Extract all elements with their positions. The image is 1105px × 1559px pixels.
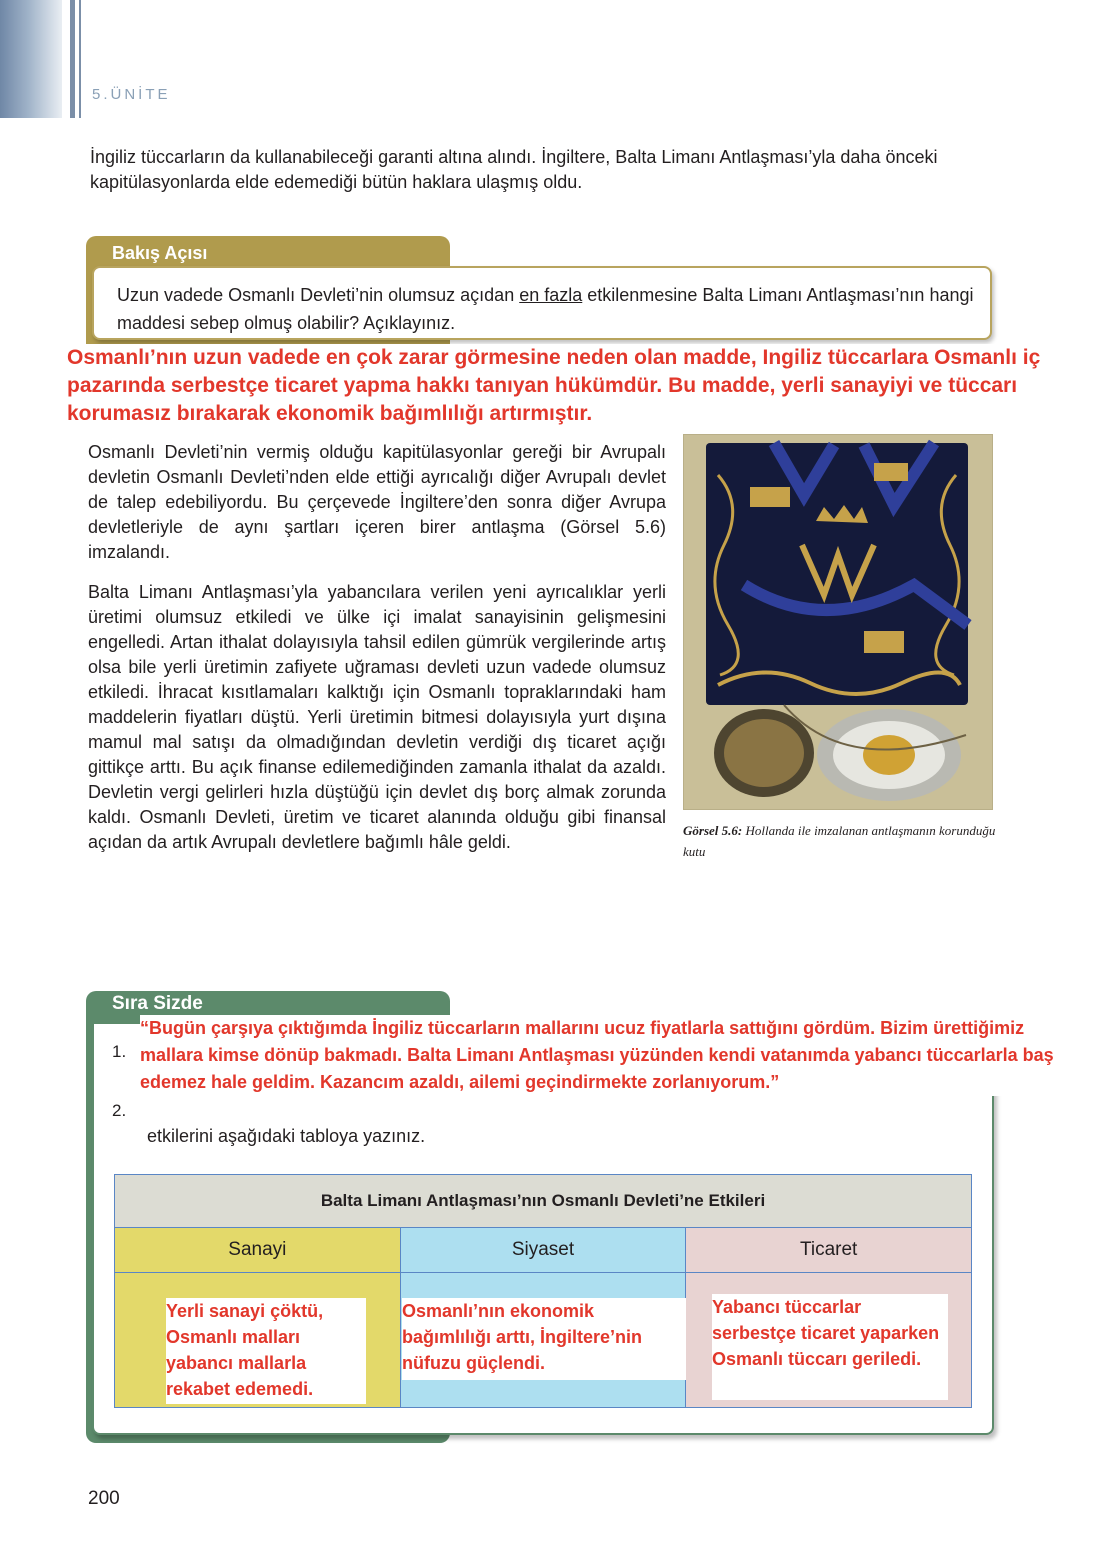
body-paragraph-1: Osmanlı Devleti’nin vermiş olduğu kapitülasyonlar gereği bir Avrupalı devletin Osmanlı Devleti’nden elde ettiği ayrıcalığı diğer Avrupalı devlet de talep edebiliyordu. Bu çerçevede İngiltere’den sonra diğer Avrupa devletleriyle de aynı şartları içeren birer antlaşma (Görsel 5.6) imzalandı. [88, 442, 666, 562]
page-number: 200 [88, 1488, 120, 1509]
question-part-2: etkilenmesine Balta Limanı Antlaşması’nın hangi maddesi sebep olmuş olabilir? Açıklayınız. [117, 285, 974, 333]
figure-caption-text: Hollanda ile imzalanan antlaşmanın korunduğu kutu [683, 823, 996, 859]
answer-ticaret: Yabancı tüccarlar serbestçe ticaret yaparken Osmanlı tüccarı geriledi. [712, 1294, 948, 1400]
effects-table-title: Balta Limanı Antlaşması’nın Osmanlı Devleti’ne Etkileri [115, 1175, 972, 1228]
table-instruction: etkilerini aşağıdaki tabloya yazınız. [147, 1126, 426, 1146]
unit-label: 5.ÜNİTE [92, 86, 171, 103]
sira-sizde-answer: “Bugün çarşıya çıktığımda İngiliz tüccarların mallarını ucuz fiyatlarla sattığını gördüm. Bizim ürettiğimiz mallara kimse dönüp bakmadı. Balta Limanı Antlaşması yüzünden kendi vatanımda yabancı tüccarlarla baş edemez hale geldim. Kazancım azaldı, ailemi geçindirmekte zorlanıyorum.” [140, 1015, 1090, 1096]
answer-siyaset: Osmanlı’nın ekonomik bağımlılığı arttı, İngiltere’nin nüfuzu güçlendi. [402, 1298, 686, 1380]
sira-sizde-title: Sıra Sizde [112, 993, 203, 1014]
intro-paragraph: İngiliz tüccarların da kullanabileceği garanti altına alındı. İngiltere, Balta Limanı Antlaşması’yla daha önceki kapitülasyonlarda elde edemediği bütün haklara ulaşmış oldu. [90, 147, 938, 192]
question-number-1: 1. [112, 1042, 127, 1061]
figure-caption-label: Görsel 5.6: [683, 823, 743, 838]
treaty-box-photo [683, 434, 993, 810]
figure-caption [683, 820, 1003, 862]
body-paragraph-2: Balta Limanı Antlaşması’yla yabancılara verilen yeni ayrıcalıklar yerli üretimi olumsuz etkiledi ve ülke içi imalat sanayisinin gelişmesini engelledi. Artan ithalat dolayısıyla tahsil edilen gümrük vergilerinde artış olsa bile yerli üretimin zafiyete uğraması devleti uzun vadede olumsuz etkiledi. İhracat kısıtlamaları kalktığı için Osmanlı topraklarındaki ham maddelerin fiyatları düştü. Yerli üretimin bitmesi dolayısıyla yurt dışına mamul mal satışı da olmadığından devletin verdiği dış ticaret açığı gittikçe arttı. Bu açık finanse edilemediğinden zamanla ithalat da azaldı. Devletin vergi gelirleri hızla düştüğü için devlet dış borç almak zorunda kaldı. Osmanlı Devleti, üretim ve ticaret alanında olduğu gibi finansal açıdan da artık Avrupalı devletlere bağımlı hâle geldi. [88, 582, 666, 852]
treaty-box-illustration [684, 435, 992, 809]
bakis-acisi-answer: Osmanlı’nın uzun vadede en çok zarar görmesine neden olan madde, Ingiliz tüccarlara Osmanlı iç pazarında serbestçe ticaret yapma hakkı tanıyan hükümdür. Bu madde, yerli sanayiyi ve tüccarı korumasız bırakarak ekonomik bağımlılığı artırmıştır. [67, 344, 1087, 428]
header-rule-thick [70, 0, 75, 118]
question-number-2: 2. [112, 1101, 127, 1120]
answer-sanayi: Yerli sanayi çöktü, Osmanlı malları yabancı mallarla rekabet edemedi. [166, 1298, 366, 1404]
header-gradient-bar [0, 0, 62, 118]
question-part-1: Uzun vadede Osmanlı Devleti’nin olumsuz açıdan [117, 285, 520, 305]
header-siyaset: Siyaset [400, 1228, 686, 1273]
header-sanayi: Sanayi [115, 1228, 401, 1273]
header-ticaret: Ticaret [686, 1228, 972, 1273]
bakis-acisi-question [117, 281, 977, 337]
bakis-acisi-title: Bakış Açısı [112, 243, 208, 263]
header-rule-thin [79, 0, 81, 118]
question-underlined: en fazla [519, 285, 583, 305]
